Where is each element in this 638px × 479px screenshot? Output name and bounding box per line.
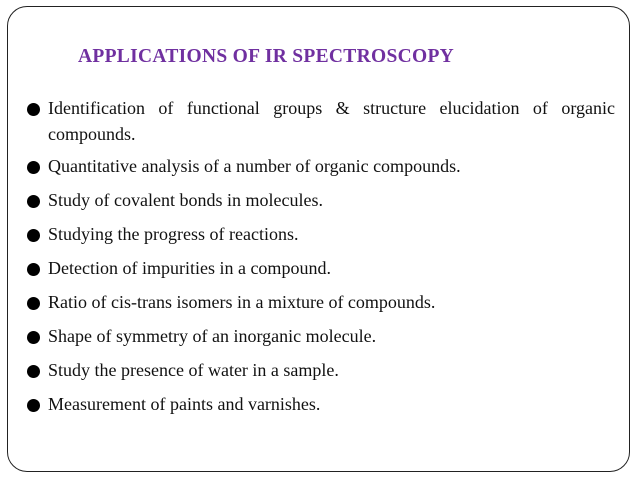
- list-item-text: Ratio of cis-trans isomers in a mixture of compounds.: [48, 292, 436, 312]
- slide-frame: [7, 6, 630, 472]
- list-item: [25, 357, 625, 384]
- list-item: [25, 153, 625, 180]
- bullet-icon: [27, 331, 40, 344]
- list-item: [25, 391, 625, 418]
- list-item: [25, 323, 625, 350]
- list-item-text: Studying the progress of reactions.: [48, 224, 299, 244]
- list-item-text: Quantitative analysis of a number of organic compounds.: [48, 156, 461, 176]
- list-item-text: Measurement of paints and varnishes.: [48, 394, 321, 414]
- bullet-icon: [27, 399, 40, 412]
- list-item-text: Study the presence of water in a sample.: [48, 360, 339, 380]
- bullet-icon: [27, 297, 40, 310]
- bullet-icon: [27, 229, 40, 242]
- bullet-icon: [27, 103, 40, 116]
- list-item: [25, 187, 625, 214]
- list-item: [25, 289, 625, 316]
- list-item-text: Detection of impurities in a compound.: [48, 258, 331, 278]
- list-item-text: Study of covalent bonds in molecules.: [48, 190, 323, 210]
- applications-list: [25, 95, 625, 425]
- bullet-icon: [27, 161, 40, 174]
- list-item: [25, 95, 625, 147]
- slide-title: APPLICATIONS OF IR SPECTROSCOPY: [78, 46, 455, 67]
- list-item: [25, 255, 625, 282]
- list-item-text: Shape of symmetry of an inorganic molecule.: [48, 326, 377, 346]
- list-item: [25, 221, 625, 248]
- bullet-icon: [27, 365, 40, 378]
- list-item-text: Identification of functional groups & structure elucidation of organic compounds.: [48, 98, 615, 144]
- bullet-icon: [27, 263, 40, 276]
- bullet-icon: [27, 195, 40, 208]
